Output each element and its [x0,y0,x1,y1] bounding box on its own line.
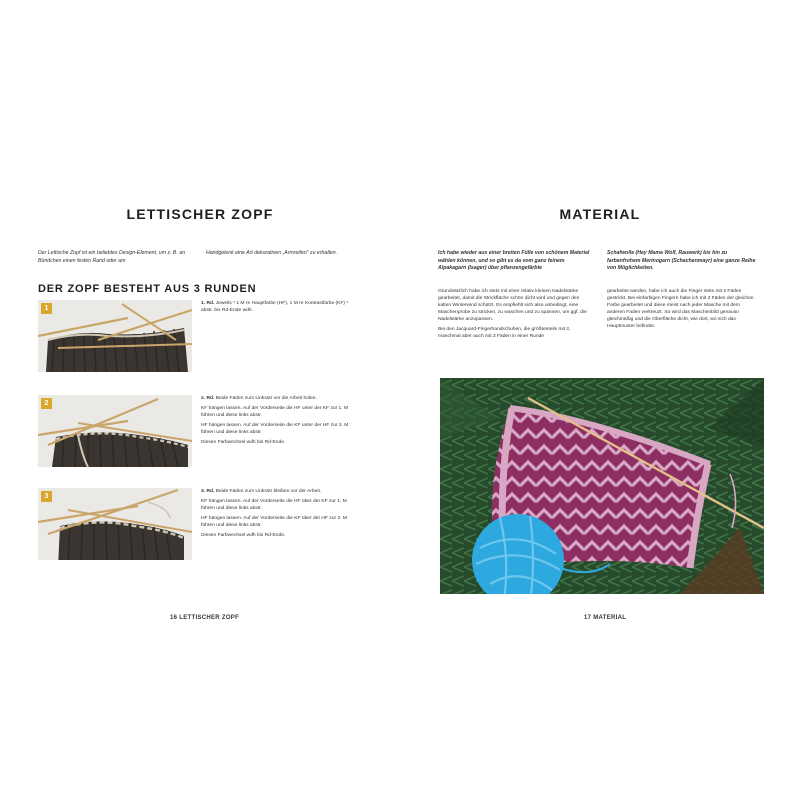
section-heading: DER ZOPF BESTEHT AUS 3 RUNDEN [38,283,257,295]
step-label: 3. Rd. [201,489,215,494]
intro-column-1: Ich habe wieder aus einer breiten Fülle von schönem Material wählen können, und so gibt es da vom ganz feinem Alpakagarn (Isager) über pflanzengefärbte [438,250,590,272]
page-title: LETTISCHER ZOPF [126,206,274,222]
intro-column-1: Der Lettische Zopf ist ein beliebtes Design-Element, um z. B. an Bündchen einen festen Rand oder am [38,250,186,264]
step-1-text [201,300,361,317]
step-number-badge: 2 [41,398,52,409]
step-label: 2. Rd. [201,396,215,401]
step-label: 1. Rd. [201,301,215,306]
step-paragraph: Beide Fäden zum Linksstr bleiben vor der Arbeit. [215,489,322,494]
step-3-photo [38,488,192,560]
step-3-text [201,488,361,542]
intro-column-2: Schafwolle (Hey Mama Wolf, Rauwerk) bis hin zu farbenfrohem Merinogarn (Schachenmayr) eine ganze Reihe von Möglichkeiten. [607,250,756,272]
step-2-photo [38,395,192,467]
knitting-photo-2 [38,395,192,467]
step-1-photo [38,300,192,372]
step-paragraph: HF hängen lassen. Auf der Vorderseite die KF unter der HF zur 2. M führen und diese links abstr. [201,423,349,435]
body-paragraph: Bei den Jacquard-Fingerhandschuhen, die größtenteils mit 2, manchmal aber auch mit 3 Fäden in einer Runde [438,327,571,339]
step-paragraph: Jeweils * 1 M re Hauptfarbe (HF), 1 M re Kontrastfarbe (KF) * abstr. bis Rd-Ende wdh. [201,301,349,313]
step-number-badge: 3 [41,491,52,502]
step-number-badge: 1 [41,303,52,314]
knitting-photo-3 [38,488,192,560]
intro-column-2: Handgelenk eine Art dekorativen „Armreifen" zu erhalten. [206,250,338,256]
knitting-photo-1 [38,300,192,372]
step-paragraph: HF hängen lassen. Auf der Vorderseite die KF über der HF zur 2. M führen und diese links abstr. [201,516,347,528]
body-column-1 [438,288,590,343]
step-paragraph: Beide Fäden zum Linksstr vor die Arbeit holen. [215,396,317,401]
right-page [400,0,800,800]
step-paragraph: KF hängen lassen. Auf der Vorderseite die HF über der KF zur 1. M führen und diese links abstr. [201,499,347,511]
material-photo [440,378,764,594]
page-folio: 16 LETTISCHER ZOPF [170,615,240,621]
body-paragraph: Grundsätzlich habe ich stets mit einer relativ kleinen Nadelstärke gearbeitet, damit die Strickfläche schön dicht wird und gegen den kalten Winterwind schützt. Es empfiehlt sich also unbedingt, eine Maschenprobe zu stricken, zu waschen und zu spannen, um ggf. die Nadelstärke anzupassen. [438,289,587,322]
step-paragraph: Diesen Farbwechsel wdh bis Rd-Ende. [201,440,286,445]
page-folio: 17 MATERIAL [584,615,627,621]
step-paragraph: KF hängen lassen. Auf der Vorderseite die HF unter der KF zur 1. M führen und diese links abstr. [201,406,349,418]
knitted-swatch-photo [440,378,764,594]
body-paragraph: gearbeitet werden, habe ich auch die Finger stets mit 2 Fäden gestrickt. Bei einfarbigen Fingern habe ich mit 2 Fäden der gleichen Farbe gearbeitet und diese meist nach jeder Masche mit dem anderen Faden verkreuzt. So wird das Maschenbild genauso gleichmäßig und die Oberfläche dicht, wie dort, wo sich das Hauptmuster befindet. [607,289,754,329]
step-paragraph: Diesen Farbwechsel wdh bis Rd-Ende. [201,533,286,538]
step-2-text [201,395,361,449]
page-title: MATERIAL [559,206,641,222]
body-column-2 [607,288,759,333]
